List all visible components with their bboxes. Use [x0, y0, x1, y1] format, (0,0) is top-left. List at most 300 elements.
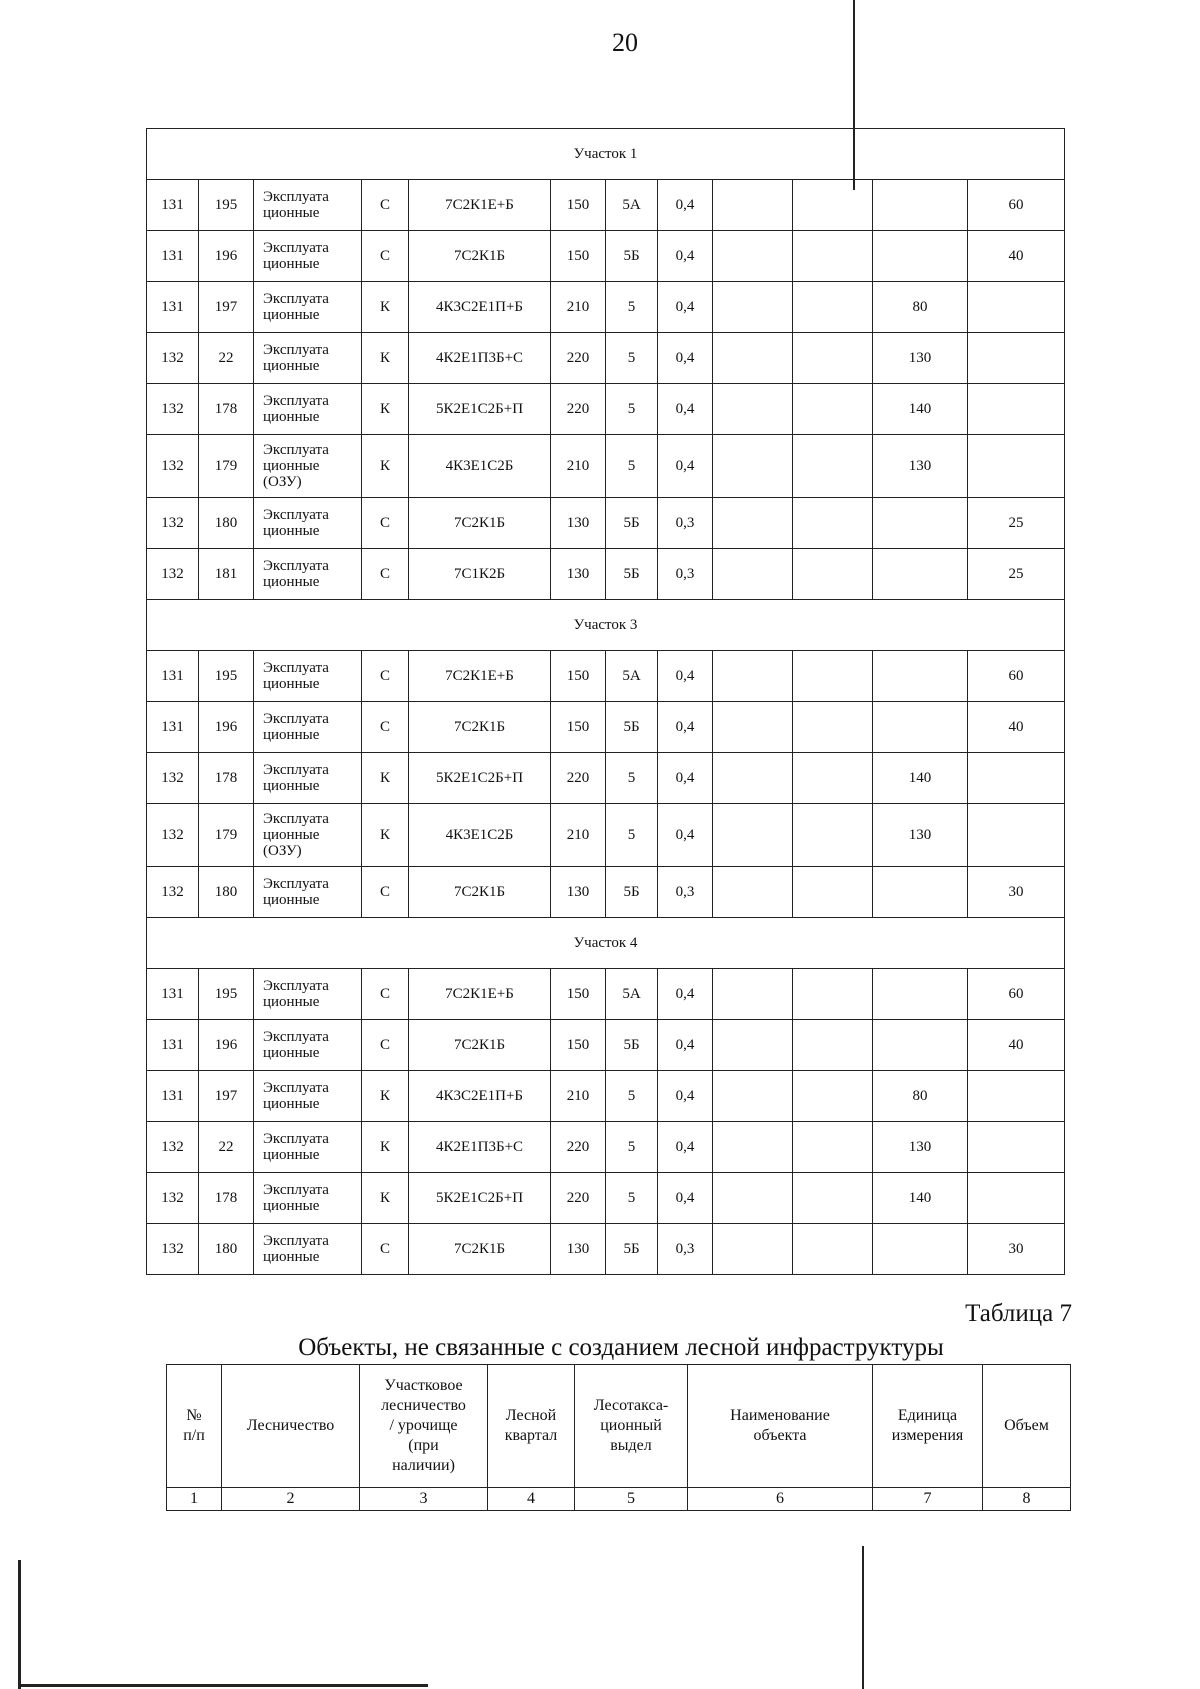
header-line: измерения: [891, 1427, 964, 1444]
cell-age: 150: [551, 1020, 606, 1071]
cell-col-10: [793, 435, 873, 498]
cell-composition: 4К3Е1С2Б: [409, 804, 551, 867]
cell-col-11: [873, 969, 968, 1020]
cell-plot: 195: [199, 969, 254, 1020]
cell-age: 150: [551, 180, 606, 231]
cell-age: 130: [551, 498, 606, 549]
cell-density: 0,4: [658, 333, 713, 384]
category-line: ционные: [263, 1096, 320, 1112]
cell-col-10: [793, 867, 873, 918]
cell-density: 0,4: [658, 384, 713, 435]
category-line: ционные: [263, 205, 320, 221]
cell-bonitet: 5: [606, 435, 658, 498]
category-line: Эксплуата: [263, 978, 329, 994]
table-7-number-cell: 5: [575, 1488, 688, 1511]
cell-col-10: [793, 549, 873, 600]
cell-col-11: 140: [873, 753, 968, 804]
cell-col-9: [713, 333, 793, 384]
table-7-number-row: [167, 1488, 1071, 1511]
cell-volume: 25: [968, 498, 1065, 549]
cell-age: 210: [551, 282, 606, 333]
section-header-row: [147, 600, 1065, 651]
cell-category: [254, 867, 362, 918]
table-7-header-cell: [222, 1365, 360, 1488]
header-line: квартал: [504, 1427, 558, 1444]
cell-col-9: [713, 180, 793, 231]
table-7-header-cell: [688, 1365, 873, 1488]
table-7-header-cell: [983, 1365, 1071, 1488]
cell-age: 150: [551, 969, 606, 1020]
section-title: Участок 1: [147, 129, 1065, 180]
scan-corner-bottom: [18, 1684, 428, 1687]
cell-category: [254, 498, 362, 549]
table-7-label: Таблица 7: [965, 1300, 1072, 1327]
category-line: ционные: [263, 458, 320, 474]
header-line: ционный: [600, 1417, 662, 1434]
table-7: [166, 1364, 1071, 1511]
cell-col-11: 140: [873, 384, 968, 435]
table-row: [147, 753, 1065, 804]
cell-bonitet: 5Б: [606, 549, 658, 600]
cell-plot: 181: [199, 549, 254, 600]
header-line: Наименование: [730, 1407, 830, 1424]
cell-age: 210: [551, 1071, 606, 1122]
table-row: [147, 549, 1065, 600]
cell-col-9: [713, 282, 793, 333]
cell-volume: 60: [968, 651, 1065, 702]
cell-bonitet: 5Б: [606, 702, 658, 753]
cell-col-11: 130: [873, 1122, 968, 1173]
cell-col-10: [793, 1071, 873, 1122]
cell-plot: 180: [199, 867, 254, 918]
table-7-number-cell: 1: [167, 1488, 222, 1511]
cell-density: 0,3: [658, 498, 713, 549]
cell-col-10: [793, 651, 873, 702]
cell-category: [254, 549, 362, 600]
cell-density: 0,3: [658, 1224, 713, 1275]
cell-density: 0,3: [658, 867, 713, 918]
cell-col-10: [793, 702, 873, 753]
cell-col-11: [873, 651, 968, 702]
cell-volume: [968, 333, 1065, 384]
table-row: [147, 282, 1065, 333]
table-row: [147, 384, 1065, 435]
category-line: Эксплуата: [263, 189, 329, 205]
cell-col-11: [873, 1224, 968, 1275]
category-line: Эксплуата: [263, 442, 329, 458]
cell-species: С: [362, 651, 409, 702]
cell-species: К: [362, 1122, 409, 1173]
section-title: Участок 3: [147, 600, 1065, 651]
cell-col-11: [873, 231, 968, 282]
cell-volume: 30: [968, 867, 1065, 918]
cell-density: 0,4: [658, 282, 713, 333]
cell-species: С: [362, 231, 409, 282]
page-number: 20: [612, 28, 638, 57]
cell-quarter: 132: [147, 804, 199, 867]
cell-plot: 195: [199, 651, 254, 702]
cell-category: [254, 753, 362, 804]
cell-density: 0,4: [658, 435, 713, 498]
cell-age: 210: [551, 435, 606, 498]
cell-species: К: [362, 384, 409, 435]
table-row: [147, 804, 1065, 867]
cell-col-10: [793, 333, 873, 384]
table-7-header-cell: [575, 1365, 688, 1488]
cell-col-11: 130: [873, 804, 968, 867]
cell-composition: 7С2К1Е+Б: [409, 969, 551, 1020]
cell-quarter: 132: [147, 1122, 199, 1173]
cell-col-9: [713, 804, 793, 867]
scan-edge-line-bottom: [862, 1546, 864, 1689]
cell-age: 220: [551, 753, 606, 804]
cell-composition: 7С2К1Б: [409, 867, 551, 918]
cell-age: 220: [551, 1173, 606, 1224]
category-line: ционные: [263, 307, 320, 323]
cell-volume: [968, 282, 1065, 333]
cell-volume: 60: [968, 180, 1065, 231]
cell-col-10: [793, 180, 873, 231]
cell-bonitet: 5: [606, 333, 658, 384]
table-7-header-cell: [488, 1365, 575, 1488]
cell-col-10: [793, 1122, 873, 1173]
cell-plot: 22: [199, 333, 254, 384]
cell-plot: 180: [199, 498, 254, 549]
cell-density: 0,4: [658, 969, 713, 1020]
cell-age: 220: [551, 384, 606, 435]
category-line: Эксплуата: [263, 507, 329, 523]
cell-quarter: 132: [147, 867, 199, 918]
cell-composition: 7С2К1Е+Б: [409, 180, 551, 231]
category-line: ционные: [263, 523, 320, 539]
category-line: ционные: [263, 994, 320, 1010]
cell-volume: [968, 384, 1065, 435]
cell-age: 130: [551, 1224, 606, 1275]
scan-corner-left: [18, 1560, 21, 1689]
cell-col-10: [793, 231, 873, 282]
cell-volume: [968, 804, 1065, 867]
cell-density: 0,4: [658, 180, 713, 231]
cell-composition: 4К2Е1П3Б+С: [409, 1122, 551, 1173]
cell-col-9: [713, 1224, 793, 1275]
cell-quarter: 131: [147, 969, 199, 1020]
cell-volume: [968, 753, 1065, 804]
header-line: Единица: [897, 1407, 958, 1424]
category-line: Эксплуата: [263, 660, 329, 676]
category-line: Эксплуата: [263, 291, 329, 307]
cell-col-11: [873, 549, 968, 600]
header-line: лесничество: [381, 1397, 466, 1414]
cell-density: 0,4: [658, 1173, 713, 1224]
cell-quarter: 131: [147, 180, 199, 231]
cell-bonitet: 5: [606, 384, 658, 435]
cell-composition: 7С2К1Б: [409, 231, 551, 282]
header-line: объекта: [753, 1427, 807, 1444]
category-line: ционные: [263, 778, 320, 794]
table-7-number-cell: 7: [873, 1488, 983, 1511]
category-line: ционные: [263, 574, 320, 590]
cell-col-11: 140: [873, 1173, 968, 1224]
cell-composition: 7С2К1Б: [409, 702, 551, 753]
cell-age: 130: [551, 549, 606, 600]
cell-density: 0,3: [658, 549, 713, 600]
table-row: [147, 498, 1065, 549]
cell-density: 0,4: [658, 804, 713, 867]
cell-bonitet: 5: [606, 1173, 658, 1224]
category-line: Эксплуата: [263, 240, 329, 256]
cell-col-10: [793, 384, 873, 435]
category-line: Эксплуата: [263, 1182, 329, 1198]
cell-col-11: [873, 702, 968, 753]
cell-quarter: 131: [147, 1071, 199, 1122]
cell-category: [254, 435, 362, 498]
cell-volume: [968, 1122, 1065, 1173]
table-7-number-cell: 6: [688, 1488, 873, 1511]
category-line: ционные: [263, 358, 320, 374]
table-row: [147, 651, 1065, 702]
cell-composition: 5К2Е1С2Б+П: [409, 753, 551, 804]
table-row: [147, 867, 1065, 918]
category-line: Эксплуата: [263, 1131, 329, 1147]
cell-species: К: [362, 435, 409, 498]
cell-col-9: [713, 1020, 793, 1071]
category-line: (ОЗУ): [263, 843, 302, 859]
header-line: (при: [408, 1437, 439, 1454]
cell-quarter: 132: [147, 435, 199, 498]
cell-age: 130: [551, 867, 606, 918]
cell-plot: 180: [199, 1224, 254, 1275]
cell-bonitet: 5А: [606, 651, 658, 702]
cell-species: С: [362, 1224, 409, 1275]
table-row: [147, 1020, 1065, 1071]
table-row: [147, 1173, 1065, 1224]
cell-composition: 4К3С2Е1П+Б: [409, 1071, 551, 1122]
cell-col-10: [793, 1173, 873, 1224]
cell-col-9: [713, 435, 793, 498]
cell-age: 210: [551, 804, 606, 867]
category-line: Эксплуата: [263, 811, 329, 827]
cell-plot: 22: [199, 1122, 254, 1173]
cell-volume: 40: [968, 702, 1065, 753]
cell-col-11: [873, 180, 968, 231]
cell-composition: 7С2К1Б: [409, 1020, 551, 1071]
cell-bonitet: 5: [606, 1122, 658, 1173]
cell-quarter: 132: [147, 384, 199, 435]
header-line: №: [186, 1407, 202, 1424]
cell-quarter: 131: [147, 231, 199, 282]
header-line: п/п: [183, 1427, 205, 1444]
cell-quarter: 132: [147, 549, 199, 600]
cell-col-9: [713, 498, 793, 549]
cell-bonitet: 5Б: [606, 231, 658, 282]
cell-density: 0,4: [658, 753, 713, 804]
cell-category: [254, 1071, 362, 1122]
category-line: Эксплуата: [263, 711, 329, 727]
cell-species: С: [362, 180, 409, 231]
category-line: Эксплуата: [263, 762, 329, 778]
table-7-number-cell: 8: [983, 1488, 1071, 1511]
category-line: ционные: [263, 676, 320, 692]
cell-bonitet: 5: [606, 1071, 658, 1122]
cell-category: [254, 384, 362, 435]
cell-composition: 4К3Е1С2Б: [409, 435, 551, 498]
table-row: [147, 1122, 1065, 1173]
cell-bonitet: 5А: [606, 180, 658, 231]
category-line: ционные: [263, 1147, 320, 1163]
cell-col-11: [873, 1020, 968, 1071]
cutting-areas-table: [146, 128, 1065, 1275]
table-7-number-cell: 4: [488, 1488, 575, 1511]
cell-bonitet: 5Б: [606, 498, 658, 549]
cell-col-10: [793, 804, 873, 867]
table-7-number-cell: 2: [222, 1488, 360, 1511]
cell-volume: 40: [968, 1020, 1065, 1071]
cell-col-9: [713, 1173, 793, 1224]
cell-composition: 4К2Е1П3Б+С: [409, 333, 551, 384]
header-line: Объем: [1004, 1417, 1049, 1434]
cell-plot: 195: [199, 180, 254, 231]
cell-composition: 7С2К1Е+Б: [409, 651, 551, 702]
category-line: Эксплуата: [263, 1080, 329, 1096]
category-line: ционные: [263, 256, 320, 272]
cell-col-11: 130: [873, 435, 968, 498]
cell-quarter: 131: [147, 651, 199, 702]
cell-col-9: [713, 867, 793, 918]
cell-bonitet: 5: [606, 804, 658, 867]
cell-col-10: [793, 498, 873, 549]
cell-category: [254, 231, 362, 282]
cell-quarter: 132: [147, 333, 199, 384]
cell-quarter: 131: [147, 1020, 199, 1071]
cell-volume: 60: [968, 969, 1065, 1020]
category-line: Эксплуата: [263, 876, 329, 892]
category-line: Эксплуата: [263, 558, 329, 574]
cell-composition: 5К2Е1С2Б+П: [409, 1173, 551, 1224]
category-line: ционные: [263, 409, 320, 425]
cell-composition: 5К2Е1С2Б+П: [409, 384, 551, 435]
cell-col-11: [873, 867, 968, 918]
cell-bonitet: 5: [606, 753, 658, 804]
header-line: Лесничество: [246, 1417, 335, 1434]
cell-volume: [968, 1173, 1065, 1224]
header-line: Лесной: [505, 1407, 557, 1424]
cell-category: [254, 282, 362, 333]
table-7-header-cell: [873, 1365, 983, 1488]
table-7-number-cell: 3: [360, 1488, 488, 1511]
cell-species: К: [362, 1173, 409, 1224]
cell-plot: 197: [199, 1071, 254, 1122]
cell-category: [254, 969, 362, 1020]
cell-plot: 178: [199, 384, 254, 435]
cell-species: С: [362, 969, 409, 1020]
cell-composition: 7С2К1Б: [409, 498, 551, 549]
table-row: [147, 435, 1065, 498]
cell-category: [254, 1020, 362, 1071]
cell-age: 150: [551, 651, 606, 702]
cell-volume: 25: [968, 549, 1065, 600]
table-row: [147, 1071, 1065, 1122]
category-line: Эксплуата: [263, 342, 329, 358]
cell-composition: 4К3С2Е1П+Б: [409, 282, 551, 333]
header-line: наличии): [392, 1457, 455, 1474]
cell-quarter: 132: [147, 1173, 199, 1224]
cell-quarter: 132: [147, 498, 199, 549]
cell-age: 220: [551, 333, 606, 384]
cell-col-9: [713, 969, 793, 1020]
table-7-header-row: [167, 1365, 1071, 1488]
cell-bonitet: 5Б: [606, 867, 658, 918]
category-line: Эксплуата: [263, 1233, 329, 1249]
section-header-row: [147, 918, 1065, 969]
cell-col-11: [873, 498, 968, 549]
cell-plot: 179: [199, 804, 254, 867]
cell-col-9: [713, 549, 793, 600]
cell-category: [254, 1224, 362, 1275]
cell-plot: 196: [199, 702, 254, 753]
cell-species: С: [362, 549, 409, 600]
table-row: [147, 231, 1065, 282]
cell-plot: 196: [199, 231, 254, 282]
cell-age: 150: [551, 702, 606, 753]
cell-plot: 179: [199, 435, 254, 498]
cell-category: [254, 333, 362, 384]
cell-col-10: [793, 753, 873, 804]
cell-bonitet: 5: [606, 282, 658, 333]
cell-volume: [968, 1071, 1065, 1122]
table-row: [147, 969, 1065, 1020]
cell-age: 150: [551, 231, 606, 282]
cell-quarter: 132: [147, 1224, 199, 1275]
table-7-header-cell: [167, 1365, 222, 1488]
category-line: Эксплуата: [263, 393, 329, 409]
cell-volume: [968, 435, 1065, 498]
cell-species: К: [362, 282, 409, 333]
cell-col-10: [793, 282, 873, 333]
cell-quarter: 131: [147, 702, 199, 753]
category-line: ционные: [263, 1198, 320, 1214]
cell-composition: 7С1К2Б: [409, 549, 551, 600]
category-line: Эксплуата: [263, 1029, 329, 1045]
category-line: ционные: [263, 827, 320, 843]
cell-species: С: [362, 702, 409, 753]
cell-species: С: [362, 1020, 409, 1071]
cell-category: [254, 702, 362, 753]
cell-col-9: [713, 1071, 793, 1122]
cell-plot: 196: [199, 1020, 254, 1071]
cell-category: [254, 651, 362, 702]
cell-quarter: 131: [147, 282, 199, 333]
cell-plot: 178: [199, 1173, 254, 1224]
cell-col-9: [713, 384, 793, 435]
cell-density: 0,4: [658, 1122, 713, 1173]
cell-density: 0,4: [658, 1020, 713, 1071]
header-line: Лесотакса-: [593, 1397, 669, 1414]
cell-bonitet: 5Б: [606, 1020, 658, 1071]
cell-col-11: 80: [873, 282, 968, 333]
cell-species: К: [362, 753, 409, 804]
table-row: [147, 702, 1065, 753]
cell-species: К: [362, 804, 409, 867]
cell-category: [254, 1122, 362, 1173]
cell-col-9: [713, 753, 793, 804]
cell-col-10: [793, 1020, 873, 1071]
cell-quarter: 132: [147, 753, 199, 804]
cell-species: С: [362, 867, 409, 918]
cell-composition: 7С2К1Б: [409, 1224, 551, 1275]
category-line: ционные: [263, 892, 320, 908]
category-line: ционные: [263, 1249, 320, 1265]
cell-col-9: [713, 1122, 793, 1173]
